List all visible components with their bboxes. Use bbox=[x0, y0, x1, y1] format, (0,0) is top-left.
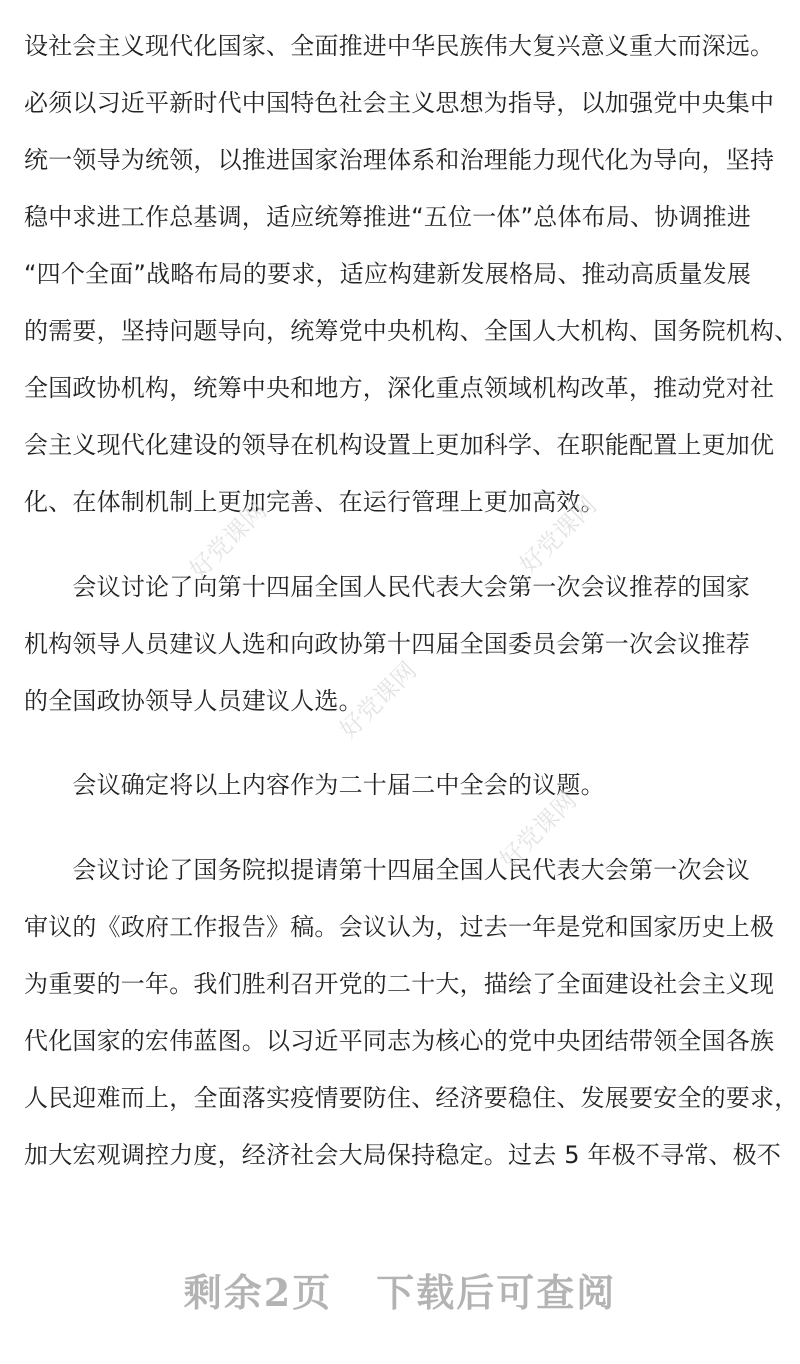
text-line: 会议讨论了向第十四届全国人民代表大会第一次会议推荐的国家 bbox=[24, 573, 750, 601]
text-line: 统一领导为统领，以推进国家治理体系和治理能力现代化为导向，坚持 bbox=[24, 146, 775, 174]
watermark: 好党课网 bbox=[514, 491, 602, 580]
download-prompt[interactable] bbox=[0, 1262, 800, 1317]
text-line: 代化国家的宏伟蓝图。以习近平同志为核心的党中央团结带领全国各族 bbox=[24, 1027, 775, 1055]
text-line: 的需要，坚持问题导向，统筹党中央机构、全国人大机构、国务院机构、 bbox=[24, 317, 799, 345]
text-line: 为重要的一年。我们胜利召开党的二十大，描绘了全面建设社会主义现 bbox=[24, 970, 775, 998]
text-line: 设社会主义现代化国家、全面推进中华民族伟大复兴意义重大而深远。 bbox=[24, 32, 775, 60]
text-line: 会主义现代化建设的领导在机构设置上更加科学、在职能配置上更加优 bbox=[24, 431, 775, 459]
watermark: 好党课网 bbox=[184, 496, 272, 585]
text-line: 的全国政协领导人员建议人选。 bbox=[24, 687, 363, 715]
text-line: 会议确定将以上内容作为二十届二中全会的议题。 bbox=[24, 771, 605, 799]
text-line: 人民迎难而上，全面落实疫情要防住、经济要稳住、发展要安全的要求， bbox=[24, 1084, 799, 1112]
text-line: 稳中求进工作总基调，适应统筹推进“五位一体”总体布局、协调推进 bbox=[24, 203, 752, 231]
watermark: 好党课网 bbox=[334, 656, 422, 745]
text-line: 审议的《政府工作报告》稿。会议认为，过去一年是党和国家历史上极 bbox=[24, 913, 775, 941]
text-line: 加大宏观调控力度，经济社会大局保持稳定。过去 5 年极不寻常、极不 bbox=[24, 1141, 782, 1169]
text-line: 机构领导人员建议人选和向政协第十四届全国委员会第一次会议推荐 bbox=[24, 630, 750, 658]
text-line: 化、在体制机制上更加完善、在运行管理上更加高效。 bbox=[24, 488, 605, 516]
text-line: “四个全面”战略布局的要求，适应构建新发展格局、推动高质量发展 bbox=[24, 260, 752, 288]
remaining-pages-label: 剩余2页 bbox=[183, 1270, 333, 1315]
text-line: 全国政协机构，统筹中央和地方，深化重点领域机构改革，推动党对社 bbox=[24, 374, 775, 402]
text-line: 必须以习近平新时代中国特色社会主义思想为指导，以加强党中央集中 bbox=[24, 89, 775, 117]
watermark: 好党课网 bbox=[494, 786, 582, 875]
download-to-view-label: 下载后可查阅 bbox=[376, 1270, 617, 1315]
text-line: 会议讨论了国务院拟提请第十四届全国人民代表大会第一次会议 bbox=[24, 856, 750, 884]
